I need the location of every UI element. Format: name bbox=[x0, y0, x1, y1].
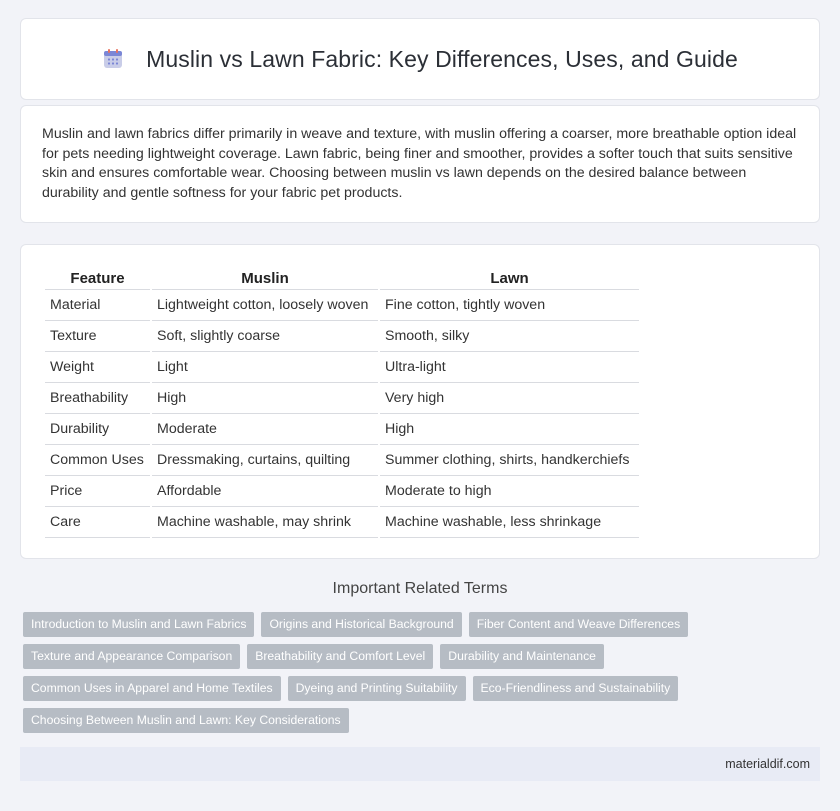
table-row bbox=[45, 290, 639, 321]
table-row bbox=[45, 414, 639, 445]
table-cell: Material bbox=[45, 290, 150, 321]
related-term-tag[interactable]: Common Uses in Apparel and Home Textiles bbox=[23, 676, 281, 701]
footer-site-link[interactable]: materialdif.com bbox=[725, 757, 810, 771]
table-cell: High bbox=[380, 414, 639, 445]
table-cell: Soft, slightly coarse bbox=[152, 321, 378, 352]
table-cell: Machine washable, may shrink bbox=[152, 507, 378, 538]
table-cell: Moderate bbox=[152, 414, 378, 445]
comparison-table-card bbox=[20, 244, 820, 559]
table-cell: Light bbox=[152, 352, 378, 383]
table-cell: Smooth, silky bbox=[380, 321, 639, 352]
table-cell: Dressmaking, curtains, quilting bbox=[152, 445, 378, 476]
table-cell: Ultra-light bbox=[380, 352, 639, 383]
related-term-tag[interactable]: Eco-Friendliness and Sustainability bbox=[473, 676, 679, 701]
table-cell: Breathability bbox=[45, 383, 150, 414]
column-header-muslin: Muslin bbox=[152, 264, 378, 290]
table-cell: Durability bbox=[45, 414, 150, 445]
table-header-row bbox=[45, 264, 639, 290]
intro-paragraph: Muslin and lawn fabrics differ primarily in weave and texture, with muslin offering a coarser, more breathable option ideal for pets needing lightweight coverage. Lawn fabric, being finer and smoother, provides a softer touch that suits sensitive skin and ensures comfortable wear. Choosing between muslin vs lawn depends on the desired balance between durability and gentle softness for your fabric pet products. bbox=[42, 126, 797, 201]
column-header-lawn: Lawn bbox=[380, 264, 639, 290]
related-term-tag[interactable]: Fiber Content and Weave Differences bbox=[469, 612, 688, 637]
table-cell: Machine washable, less shrinkage bbox=[380, 507, 639, 538]
column-header-feature: Feature bbox=[45, 264, 150, 290]
table-cell: Texture bbox=[45, 321, 150, 352]
table-cell: Fine cotton, tightly woven bbox=[380, 290, 639, 321]
related-term-tag[interactable]: Dyeing and Printing Suitability bbox=[288, 676, 466, 701]
table-cell: Weight bbox=[45, 352, 150, 383]
related-term-tag[interactable]: Breathability and Comfort Level bbox=[247, 644, 433, 669]
related-terms-title: Important Related Terms bbox=[332, 580, 508, 597]
table-row bbox=[45, 476, 639, 507]
table-row bbox=[45, 383, 639, 414]
table-cell: Very high bbox=[380, 383, 639, 414]
related-term-tag[interactable]: Durability and Maintenance bbox=[440, 644, 604, 669]
table-cell: Common Uses bbox=[45, 445, 150, 476]
related-term-tag[interactable]: Choosing Between Muslin and Lawn: Key Considerations bbox=[23, 708, 349, 733]
table-cell: Lightweight cotton, loosely woven bbox=[152, 290, 378, 321]
table-cell: Affordable bbox=[152, 476, 378, 507]
related-terms-list bbox=[23, 612, 803, 733]
related-term-tag[interactable]: Texture and Appearance Comparison bbox=[23, 644, 240, 669]
table-row bbox=[45, 507, 639, 538]
comparison-table bbox=[43, 264, 641, 538]
table-cell: Summer clothing, shirts, handkerchiefs bbox=[380, 445, 639, 476]
table-row bbox=[45, 321, 639, 352]
page-title: Muslin vs Lawn Fabric: Key Differences, Uses, and Guide bbox=[146, 45, 738, 72]
table-cell: High bbox=[152, 383, 378, 414]
table-cell: Price bbox=[45, 476, 150, 507]
title-wrap bbox=[102, 46, 738, 73]
related-term-tag[interactable]: Origins and Historical Background bbox=[261, 612, 461, 637]
table-row bbox=[45, 445, 639, 476]
related-term-tag[interactable]: Introduction to Muslin and Lawn Fabrics bbox=[23, 612, 254, 637]
calendar-icon bbox=[102, 48, 124, 70]
table-cell: Care bbox=[45, 507, 150, 538]
table-cell: Moderate to high bbox=[380, 476, 639, 507]
header-card bbox=[20, 18, 820, 100]
footer bbox=[20, 747, 820, 781]
intro-card bbox=[20, 105, 820, 223]
table-row bbox=[45, 352, 639, 383]
